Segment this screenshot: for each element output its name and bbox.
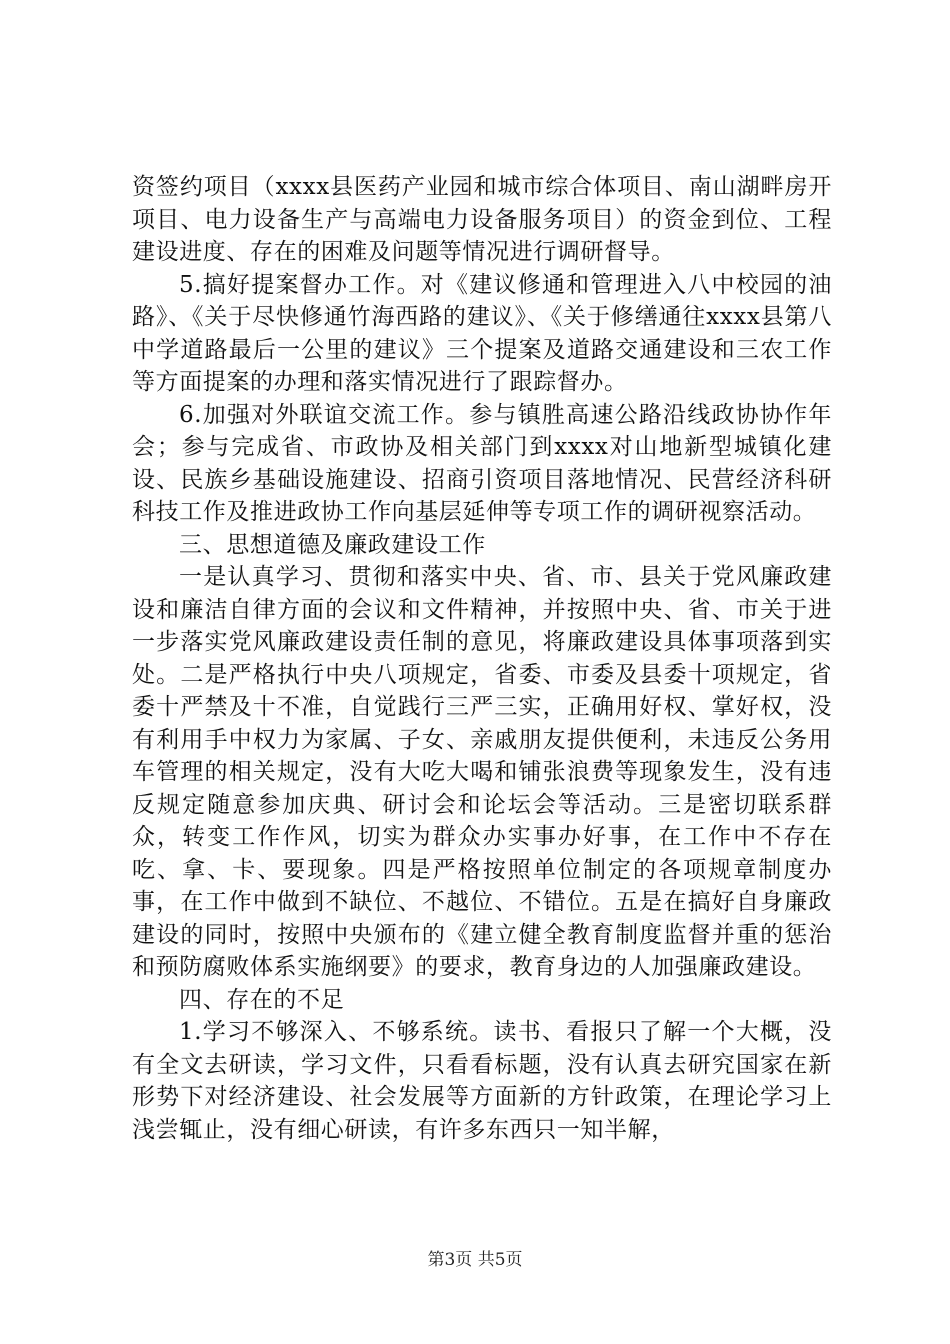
paragraph-study-shortcoming: 1.学习不够深入、不够系统。读书、看报只了解一个大概，没有全文去研读，学习文件，只看看标题，没有认真去研究国家在新形势下对经济建设、社会发展等方面新的方针政策，在理论学习上浅尝辄止，没有细心研读，有许多东西只一知半解， [132, 1019, 832, 1143]
section-heading-shortcomings: 四、存在的不足 [179, 986, 345, 1013]
paragraph-continued-investment-projects: 资签约项目（xxxx县医药产业园和城市综合体项目、南山湖畔房开项目、电力设备生产与高端电力设备服务项目）的资金到位、工程建设进度、存在的困难及问题等情况进行调研督导。 [132, 174, 832, 265]
paragraph-integrity-work: 一是认真学习、贯彻和落实中央、省、市、县关于党风廉政建设和廉洁自律方面的会议和文件精神，并按照中央、省、市关于进一步落实党风廉政建设责任制的意见，将廉政建设具体事项落到实处。二是严格执行中央八项规定，省委、市委及县委十项规定，省委十严禁及十不准，自觉践行三严三实，正确用好权、掌好权，没有利用手中权力为家属、子女、亲戚朋友提供便利，未违反公务用车管理的相关规定，没有大吃大喝和铺张浪费等现象发生，没有违反规定随意参加庆典、研讨会和论坛会等活动。三是密切联系群众，转变工作作风，切实为群众办实事办好事，在工作中不存在吃、拿、卡、要现象。四是严格按照单位制定的各项规章制度办事，在工作中做到不缺位、不越位、不错位。五是在搞好自身廉政建设的同时，按照中央颁布的《建立健全教育制度监督并重的惩治和预防腐败体系实施纲要》的要求，教育身边的人加强廉政建设。 [132, 564, 832, 980]
paragraph-proposal-supervision: 5.搞好提案督办工作。对《建议修通和管理进入八中校园的油路》、《关于尽快修通竹海西路的建议》、《关于修缮通往xxxx县第八中学道路最后一公里的建议》三个提案及道路交通建设和三农工作等方面提案的办理和落实情况进行了跟踪督办。 [132, 271, 832, 395]
section-heading-integrity: 三、思想道德及廉政建设工作 [179, 531, 486, 558]
page-footer: 第3页 共5页 [427, 1250, 523, 1270]
paragraph-external-exchange: 6.加强对外联谊交流工作。参与镇胜高速公路沿线政协协作年会；参与完成省、市政协及相关部门到xxxx对山地新型城镇化建设、民族乡基础设施建设、招商引资项目落地情况、民营经济科研科技工作及推进政协工作向基层延伸等专项工作的调研视察活动。 [132, 401, 832, 525]
document-body [132, 171, 832, 1146]
